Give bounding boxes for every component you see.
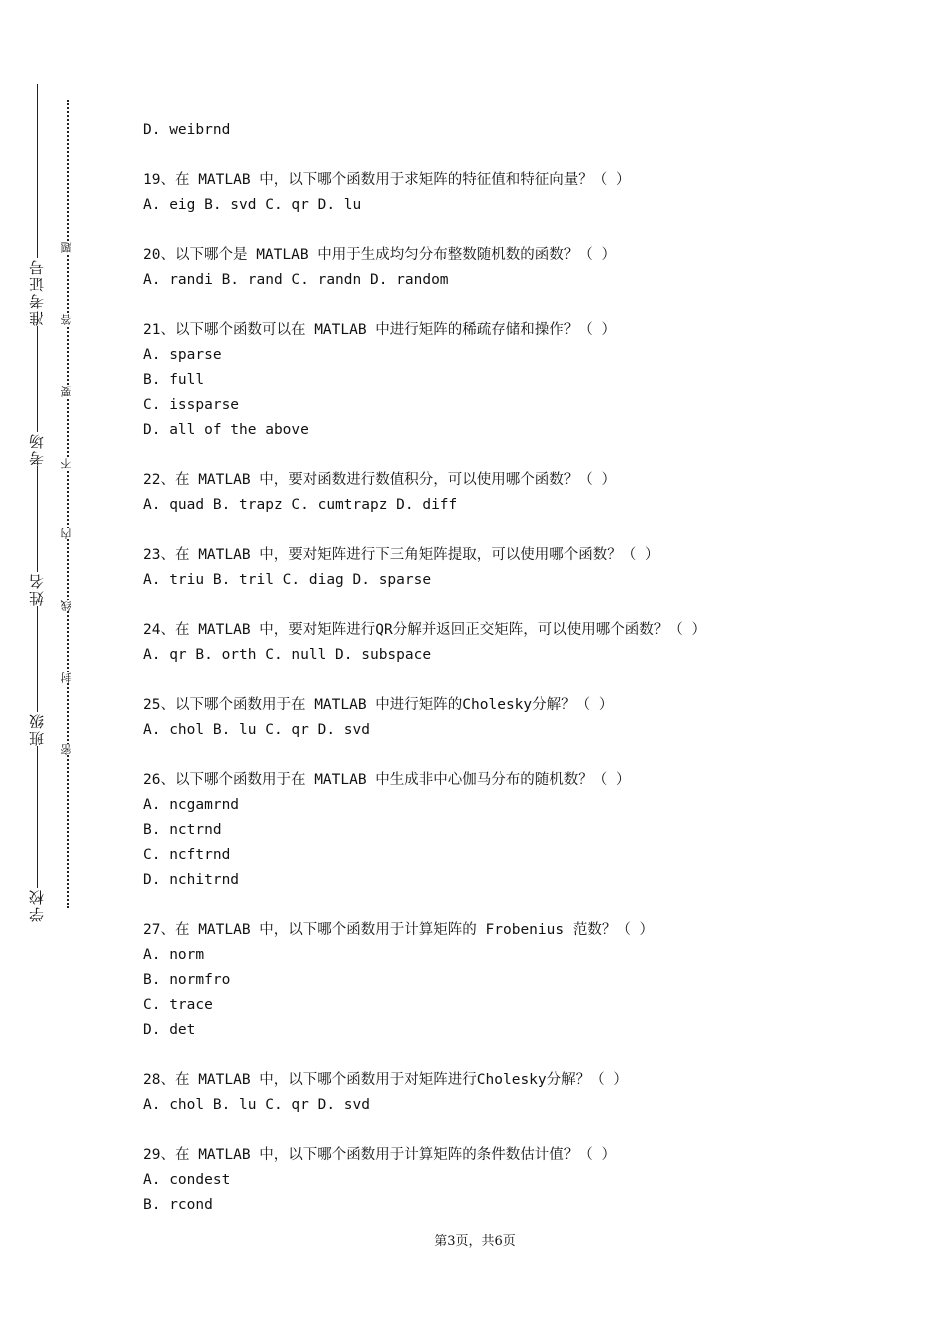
question-content	[143, 118, 903, 1218]
question-title: 23、在 MATLAB 中，要对矩阵进行下三角矩阵提取，可以使用哪个函数？（ ）	[143, 547, 660, 563]
seal-word: 不	[60, 458, 76, 469]
question-line: B. rcond	[143, 1197, 213, 1213]
question-title: 27、在 MATLAB 中，以下哪个函数用于计算矩阵的 Frobenius 范数？（ ）	[143, 922, 655, 938]
class-field-label: 班级	[22, 712, 52, 746]
question-line: B. nctrnd	[143, 822, 222, 838]
question-line: A. eig B. svd C. qr D. lu	[143, 197, 362, 213]
question-line: D. det	[143, 1022, 196, 1038]
seal-word: 题	[60, 242, 76, 253]
question-line: A. sparse	[143, 347, 222, 363]
question-title: 19、在 MATLAB 中，以下哪个函数用于求矩阵的特征值和特征向量？（ ）	[143, 172, 631, 188]
question-line: C. trace	[143, 997, 213, 1013]
question-title: 20、以下哪个是 MATLAB 中用于生成均匀分布整数随机数的函数？（ ）	[143, 247, 617, 263]
question-line: B. full	[143, 372, 205, 388]
seal-dotted-line	[67, 100, 69, 908]
question-line: A. chol B. lu C. qr D. svd	[143, 1097, 370, 1113]
question-title: 29、在 MATLAB 中，以下哪个函数用于计算矩阵的条件数估计值？（ ）	[143, 1147, 617, 1163]
question-title: 24、在 MATLAB 中，要对矩阵进行QR分解并返回正交矩阵，可以使用哪个函数？（ ）	[143, 622, 706, 638]
admission-number-field-label: 准考证号	[22, 258, 52, 326]
name-field-label: 姓名	[22, 572, 52, 606]
question-line: D. nchitrnd	[143, 872, 240, 888]
question-line: C. ncftrnd	[143, 847, 231, 863]
question-title: 26、以下哪个函数用于在 MATLAB 中生成非中心伽马分布的随机数？（ ）	[143, 772, 631, 788]
exam-room-field-label: 考场	[22, 432, 52, 466]
question-title: 22、在 MATLAB 中，要对函数进行数值积分，可以使用哪个函数？（ ）	[143, 472, 617, 488]
seal-word: 内	[60, 528, 76, 539]
question-line: C. issparse	[143, 397, 240, 413]
question-line: A. condest	[143, 1172, 231, 1188]
seal-word: 线	[60, 600, 76, 611]
seal-word: 封	[60, 672, 76, 683]
binding-margin	[0, 0, 110, 1344]
question-line: A. quad B. trapz C. cumtrapz D. diff	[143, 497, 458, 513]
binding-solid-line	[37, 84, 38, 918]
seal-word: 要	[60, 386, 76, 397]
page-footer: 第3页，共6页	[434, 1234, 516, 1249]
question-line: B. normfro	[143, 972, 231, 988]
question-line: A. randi B. rand C. randn D. random	[143, 272, 449, 288]
question-title: 28、在 MATLAB 中，以下哪个函数用于对矩阵进行Cholesky分解？（ ）	[143, 1072, 628, 1088]
question-line: A. qr B. orth C. null D. subspace	[143, 647, 432, 663]
question-title: 21、以下哪个函数可以在 MATLAB 中进行矩阵的稀疏存储和操作？（ ）	[143, 322, 617, 338]
seal-word: 答	[60, 314, 76, 325]
question-line: A. chol B. lu C. qr D. svd	[143, 722, 370, 738]
question-title: 25、以下哪个函数用于在 MATLAB 中进行矩阵的Cholesky分解？（ ）	[143, 697, 614, 713]
school-field-label: 学校	[22, 888, 52, 922]
question-line: A. ncgamrnd	[143, 797, 240, 813]
seal-word: 密	[60, 744, 76, 755]
question-line: D. weibrnd	[143, 122, 231, 138]
question-line: A. triu B. tril C. diag D. sparse	[143, 572, 432, 588]
question-line: A. norm	[143, 947, 205, 963]
question-line: D. all of the above	[143, 422, 309, 438]
